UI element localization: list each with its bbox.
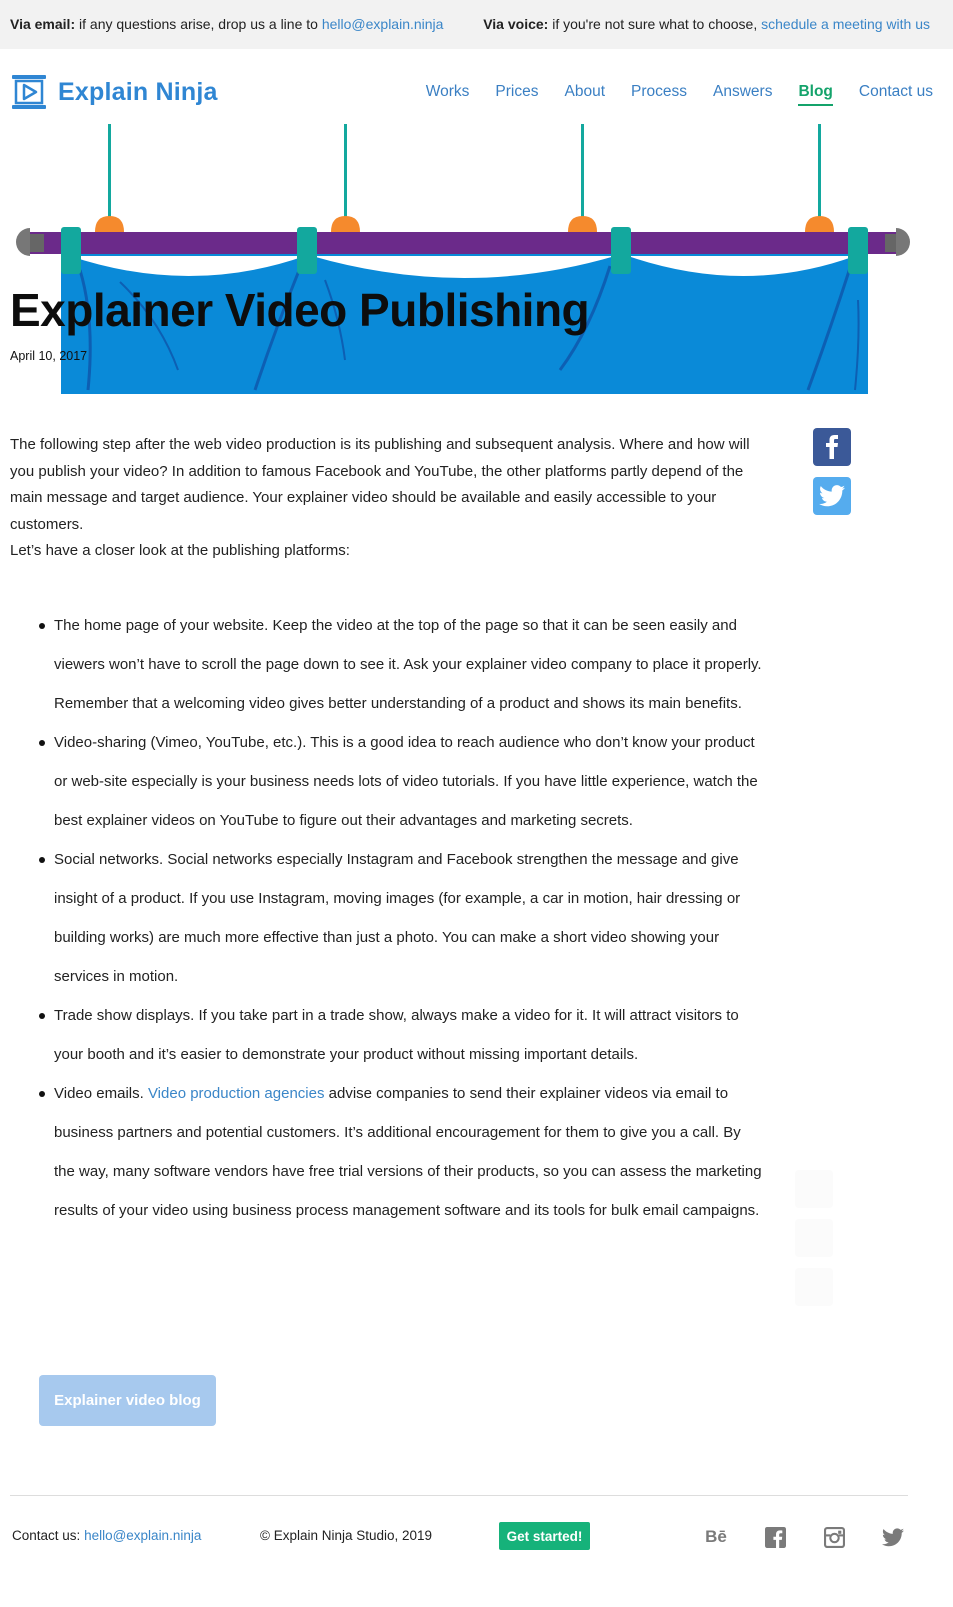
twitter-icon <box>819 485 845 507</box>
list-item: Trade show displays. If you take part in a trade show, always make a video for it. It will attract visitors to your booth and it’s easier to demonstrate your product without missing important details. <box>54 996 764 1074</box>
facebook-icon <box>823 435 841 459</box>
share-facebook-button[interactable] <box>813 428 851 466</box>
brand-name: Explain Ninja <box>58 77 218 106</box>
page-title: Explainer Video Publishing <box>10 284 590 336</box>
share-buttons <box>813 428 851 526</box>
faded-share-buttons <box>795 1170 833 1317</box>
email-link[interactable]: hello@explain.ninja <box>321 16 444 32</box>
nav-process[interactable]: Process <box>631 83 688 100</box>
video-production-agencies-link[interactable]: Video production agencies <box>147 1085 325 1102</box>
list-item: Social networks. Social networks especially Instagram and Facebook strengthen the message and give insight of a product. If you use Instagram, moving images (for example, a car in motion, hair dressing or building works) are much more effective than just a photo. You can make a short video showing your services in motion. <box>54 840 764 996</box>
nav-works[interactable]: Works <box>425 83 470 100</box>
email-label: Via email: <box>10 16 76 32</box>
schedule-meeting-link[interactable]: schedule a meeting with us <box>761 16 930 32</box>
voice-contact <box>483 16 930 32</box>
intro-paragraph: The following step after the web video production is its publishing and subsequent analysis. Where and how will you publish your video? In addition to famous Facebook and YouTube, the other platforms partly depend of the main message and target audience. Your explainer video should be available and easily accessible to your customers. <box>10 436 750 533</box>
get-started-button[interactable]: Get started! <box>499 1522 590 1550</box>
list-item <box>54 1074 764 1230</box>
footer-email-link[interactable]: hello@explain.ninja <box>84 1528 202 1543</box>
facebook-icon[interactable] <box>763 1525 787 1549</box>
intro-lead-in: Let’s have a closer look at the publishing platforms: <box>10 542 350 559</box>
nav-blog[interactable]: Blog <box>798 83 832 106</box>
main-nav <box>400 83 933 106</box>
platform-list <box>54 606 764 1230</box>
voice-text: if you're not sure what to choose, <box>552 16 758 32</box>
footer-contact-label: Contact us: <box>12 1528 81 1543</box>
site-logo[interactable] <box>10 74 218 110</box>
list-item: The home page of your website. Keep the video at the top of the page so that it can be seen easily and viewers won’t have to scroll the page down to see it. Ask your explainer video company to place it properly. Remember that a welcoming video gives better understanding of a product and shows its main benefits. <box>54 606 764 723</box>
nav-contact-us[interactable]: Contact us <box>858 83 933 100</box>
share-twitter-button[interactable] <box>813 477 851 515</box>
footer-divider <box>10 1495 908 1496</box>
list-item-lead: Video emails. <box>54 1085 144 1102</box>
list-item: Video-sharing (Vimeo, YouTube, etc.). This is a good idea to reach audience who don’t know your product or web-site especially is your business needs lots of video tutorials. If you have little experience, watch the best explainer videos on YouTube to figure out their advantages and marketing secrets. <box>54 723 764 840</box>
list-item-rest: advise companies to send their explainer videos via email to business partners and potential customers. It’s additional encouragement for them to give you a call. By the way, many software vendors have free trial versions of their products, so you can assess the marketing results of your video using business process management software and its tools for bulk email campaigns. <box>54 1085 762 1219</box>
faded-twitter-icon <box>795 1219 833 1257</box>
email-text: if any questions arise, drop us a line to <box>79 16 318 32</box>
footer-contact <box>12 1528 201 1543</box>
hero-curtain-illustration <box>0 124 953 404</box>
faded-linkedin-icon <box>795 1268 833 1306</box>
nav-about[interactable]: About <box>564 83 606 100</box>
email-contact <box>10 16 443 32</box>
faded-facebook-icon <box>795 1170 833 1208</box>
behance-icon[interactable]: Bē <box>705 1527 727 1546</box>
post-date: April 10, 2017 <box>10 349 88 363</box>
footer-copyright: © Explain Ninja Studio, 2019 <box>260 1528 433 1543</box>
voice-label: Via voice: <box>483 16 549 32</box>
article-intro <box>10 432 770 565</box>
play-film-icon <box>10 74 48 110</box>
nav-answers[interactable]: Answers <box>713 83 773 100</box>
instagram-icon[interactable] <box>822 1525 846 1549</box>
twitter-icon[interactable] <box>881 1525 905 1549</box>
explainer-video-blog-button[interactable]: Explainer video blog <box>39 1375 216 1426</box>
top-contact-bar <box>0 0 953 49</box>
nav-prices[interactable]: Prices <box>495 83 539 100</box>
footer-social-links <box>704 1525 905 1549</box>
